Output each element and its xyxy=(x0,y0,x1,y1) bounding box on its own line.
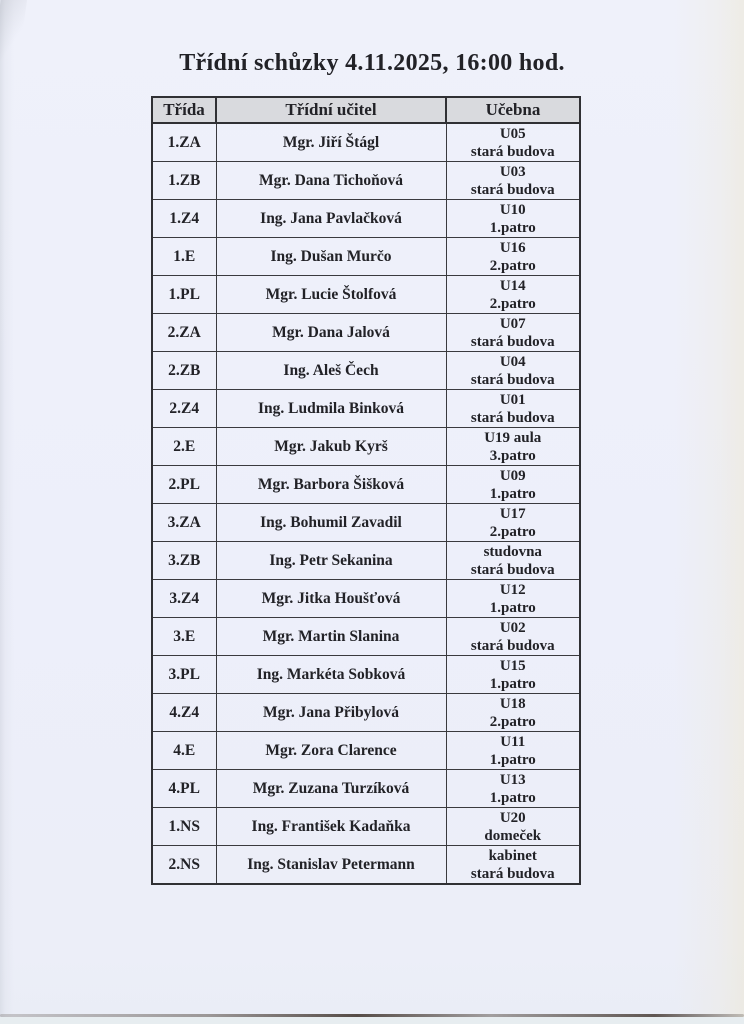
room-cell xyxy=(446,618,580,656)
class-cell: 1.E xyxy=(152,238,216,276)
scanner-bed-strip xyxy=(0,1017,744,1024)
table-row xyxy=(152,238,580,276)
class-cell: 4.PL xyxy=(152,770,216,808)
table-row xyxy=(152,276,580,314)
teacher-cell: Ing. Stanislav Petermann xyxy=(216,846,446,885)
room-code: U04 xyxy=(499,353,526,370)
table-row xyxy=(152,732,580,770)
room-location: 3.patro xyxy=(489,447,536,464)
room-cell xyxy=(446,504,580,542)
table-row xyxy=(152,200,580,238)
class-cell: 1.Z4 xyxy=(152,200,216,238)
class-cell: 3.ZA xyxy=(152,504,216,542)
room-location: 1.patro xyxy=(489,219,536,236)
room-code: U16 xyxy=(499,239,526,256)
room-cell xyxy=(446,770,580,808)
table-row xyxy=(152,808,580,846)
room-location: stará budova xyxy=(470,333,555,350)
teacher-cell: Ing. Ludmila Binková xyxy=(216,390,446,428)
teacher-cell: Mgr. Martin Slanina xyxy=(216,618,446,656)
room-location: stará budova xyxy=(470,865,555,882)
room-code: U03 xyxy=(499,163,526,180)
room-code: U13 xyxy=(499,771,526,788)
class-cell: 2.PL xyxy=(152,466,216,504)
page-title: Třídní schůzky 4.11.2025, 16:00 hod. xyxy=(179,50,565,76)
table-row xyxy=(152,428,580,466)
class-cell: 3.Z4 xyxy=(152,580,216,618)
room-cell xyxy=(446,542,580,580)
teacher-cell: Mgr. Jitka Houšťová xyxy=(216,580,446,618)
room-code: U18 xyxy=(499,695,526,712)
teacher-cell: Ing. Dušan Murčo xyxy=(216,238,446,276)
teacher-cell: Mgr. Zora Clarence xyxy=(216,732,446,770)
column-header-teacher: Třídní učitel xyxy=(216,97,446,123)
table-row xyxy=(152,656,580,694)
table-row xyxy=(152,314,580,352)
room-cell xyxy=(446,694,580,732)
room-cell xyxy=(446,428,580,466)
room-cell xyxy=(446,238,580,276)
teacher-cell: Mgr. Lucie Štolfová xyxy=(216,276,446,314)
room-code: U20 xyxy=(499,809,526,826)
column-header-class: Třída xyxy=(152,97,216,123)
schedule-table xyxy=(151,96,581,885)
class-cell: 1.NS xyxy=(152,808,216,846)
room-location: stará budova xyxy=(470,143,555,160)
room-code: U15 xyxy=(499,657,526,674)
room-cell xyxy=(446,276,580,314)
room-location: 1.patro xyxy=(489,789,536,806)
class-cell: 3.E xyxy=(152,618,216,656)
teacher-cell: Ing. Jana Pavlačková xyxy=(216,200,446,238)
room-code: U12 xyxy=(499,581,526,598)
room-cell xyxy=(446,390,580,428)
room-code: U01 xyxy=(499,391,526,408)
room-cell xyxy=(446,656,580,694)
table-row xyxy=(152,580,580,618)
room-location: stará budova xyxy=(470,409,555,426)
table-row xyxy=(152,694,580,732)
room-cell xyxy=(446,314,580,352)
class-cell: 1.ZB xyxy=(152,162,216,200)
teacher-cell: Ing. Petr Sekanina xyxy=(216,542,446,580)
table-row xyxy=(152,352,580,390)
room-code: U02 xyxy=(499,619,526,636)
room-code: studovna xyxy=(483,543,542,560)
teacher-cell: Mgr. Jana Přibylová xyxy=(216,694,446,732)
teacher-cell: Mgr. Zuzana Turzíková xyxy=(216,770,446,808)
room-code: U19 aula xyxy=(484,429,542,446)
table-row xyxy=(152,542,580,580)
room-location: stará budova xyxy=(470,561,555,578)
room-cell xyxy=(446,123,580,162)
class-cell: 2.NS xyxy=(152,846,216,885)
teacher-cell: Mgr. Dana Jalová xyxy=(216,314,446,352)
column-header-room: Učebna xyxy=(446,97,580,123)
class-cell: 2.ZB xyxy=(152,352,216,390)
room-code: U05 xyxy=(499,125,526,142)
room-code: U10 xyxy=(499,201,526,218)
class-cell: 3.ZB xyxy=(152,542,216,580)
room-location: 1.patro xyxy=(489,675,536,692)
room-location: 1.patro xyxy=(489,599,536,616)
table-row xyxy=(152,123,580,162)
room-code: kabinet xyxy=(488,847,537,864)
class-cell: 1.ZA xyxy=(152,123,216,162)
room-code: U07 xyxy=(499,315,526,332)
teacher-cell: Mgr. Dana Tichoňová xyxy=(216,162,446,200)
room-cell xyxy=(446,162,580,200)
room-code: U14 xyxy=(499,277,526,294)
teacher-cell: Ing. Bohumil Zavadil xyxy=(216,504,446,542)
room-cell xyxy=(446,580,580,618)
class-cell: 2.E xyxy=(152,428,216,466)
room-location: 2.patro xyxy=(489,257,536,274)
table-row xyxy=(152,162,580,200)
room-location: 2.patro xyxy=(489,295,536,312)
table-row xyxy=(152,504,580,542)
teacher-cell: Ing. Markéta Sobková xyxy=(216,656,446,694)
class-cell: 1.PL xyxy=(152,276,216,314)
room-location: stará budova xyxy=(470,371,555,388)
class-cell: 4.E xyxy=(152,732,216,770)
table-body xyxy=(152,123,580,884)
room-code: U11 xyxy=(500,733,526,750)
room-location: 1.patro xyxy=(489,751,536,768)
room-cell xyxy=(446,732,580,770)
room-location: 2.patro xyxy=(489,523,536,540)
class-cell: 3.PL xyxy=(152,656,216,694)
table-row xyxy=(152,618,580,656)
table-row xyxy=(152,390,580,428)
teacher-cell: Mgr. Jiří Štágl xyxy=(216,123,446,162)
room-cell xyxy=(446,466,580,504)
room-location: stará budova xyxy=(470,637,555,654)
class-cell: 2.ZA xyxy=(152,314,216,352)
teacher-cell: Mgr. Jakub Kyrš xyxy=(216,428,446,466)
room-location: 2.patro xyxy=(489,713,536,730)
room-location: domeček xyxy=(484,827,542,844)
class-cell: 2.Z4 xyxy=(152,390,216,428)
room-cell xyxy=(446,808,580,846)
room-location: stará budova xyxy=(470,181,555,198)
table-row xyxy=(152,466,580,504)
room-cell xyxy=(446,846,580,885)
table-row xyxy=(152,846,580,885)
class-cell: 4.Z4 xyxy=(152,694,216,732)
header-row xyxy=(152,97,580,123)
room-cell xyxy=(446,200,580,238)
room-cell xyxy=(446,352,580,390)
teacher-cell: Ing. František Kadaňka xyxy=(216,808,446,846)
teacher-cell: Mgr. Barbora Šišková xyxy=(216,466,446,504)
room-code: U09 xyxy=(499,467,526,484)
teacher-cell: Ing. Aleš Čech xyxy=(216,352,446,390)
room-location: 1.patro xyxy=(489,485,536,502)
room-code: U17 xyxy=(499,505,526,522)
table-row xyxy=(152,770,580,808)
